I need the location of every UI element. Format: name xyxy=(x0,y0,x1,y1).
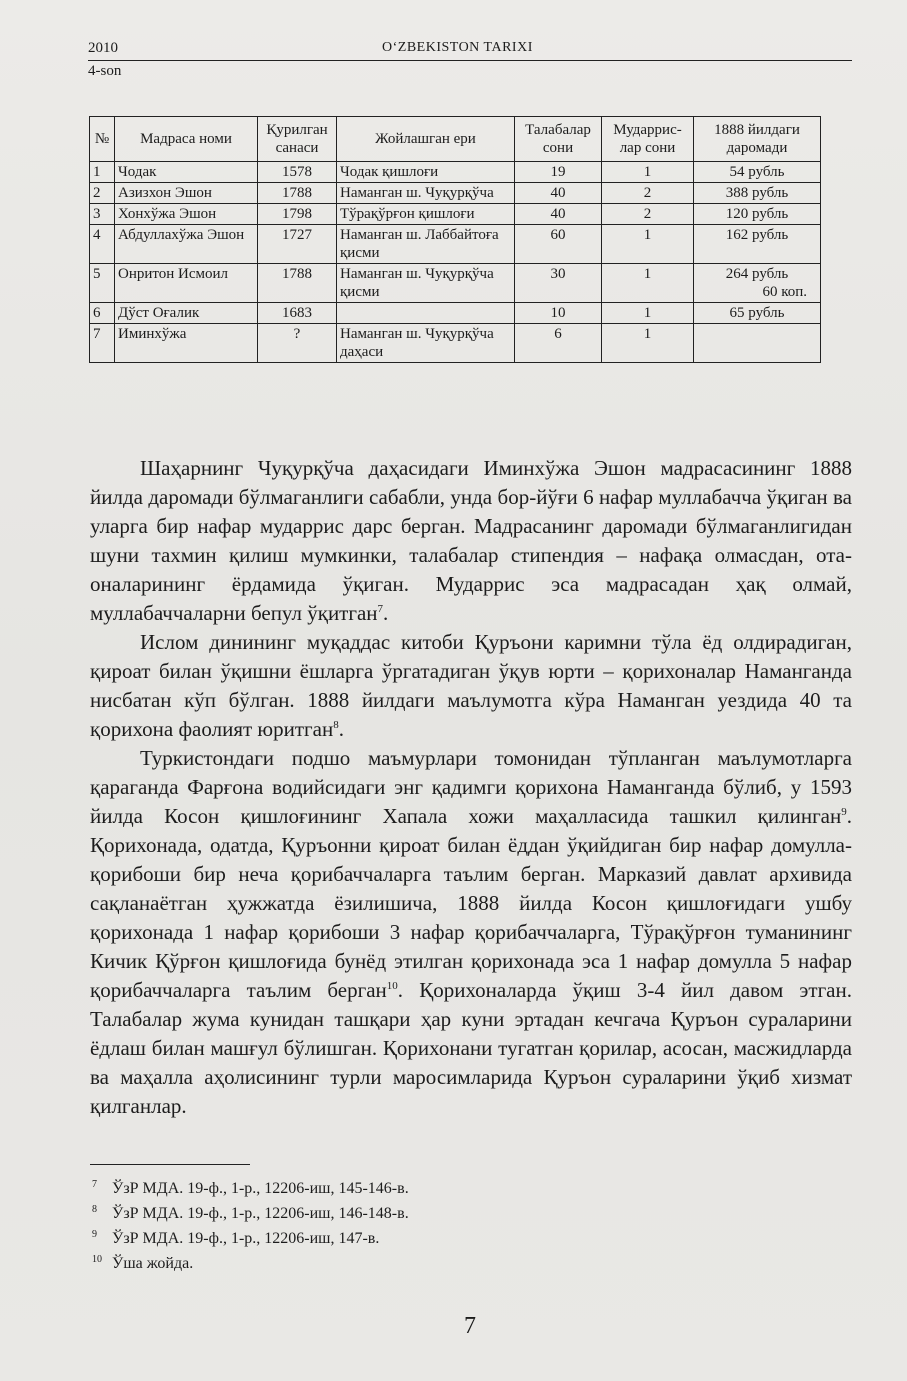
founding-year: ? xyxy=(258,324,337,363)
footnote: 7 ЎзР МДА. 19-ф., 1-р., 12206-иш, 145-146-в. xyxy=(92,1179,409,1197)
paragraph-text-end: . xyxy=(383,601,389,625)
journal-title: O‘ZBEKISTON TARIXI xyxy=(382,40,533,55)
paragraph xyxy=(90,454,852,628)
madrasa-name: Азизхон Эшон xyxy=(115,183,258,204)
income-rubles: 65 рубль xyxy=(729,305,785,321)
founding-year: 1788 xyxy=(258,264,337,303)
footnote: 8 ЎзР МДА. 19-ф., 1-р., 12206-иш, 146-148-в. xyxy=(92,1204,409,1222)
student-count: 40 xyxy=(515,204,602,225)
footnote-text: Ўша жойда. xyxy=(112,1255,194,1272)
footnote: 9 ЎзР МДА. 19-ф., 1-р., 12206-иш, 147-в. xyxy=(92,1229,380,1247)
income xyxy=(694,264,821,303)
founding-year: 1788 xyxy=(258,183,337,204)
column-header: Жойлашган ери xyxy=(337,117,515,162)
madrasa-name: Абдуллахўжа Эшон xyxy=(115,225,258,264)
income xyxy=(694,183,821,204)
paragraph-text-end: . Қорихоналарда ўқиш 3-4 йил давом этган. Талабалар жума кунидан ташқари ҳар куни эртадан кечгача Қуръон сураларини ёдлаш билан машғул бўлишган. Қорихонани тугатган қорилар, асосан, масжидларда ва маҳалла аҳолисининг турли маросимларида Қуръон сураларини ўқиб хизмат қилганлар. xyxy=(90,978,852,1118)
page-number: 7 xyxy=(464,1313,476,1339)
paragraph-text: Ислом динининг муқаддас китоби Қуръони каримни тўла ёд олдирадиган, қироат билан ўқишни ёшларга ўргатадиган ўқув юрти – қорихоналар Наманганда нисбатан кўп бўлган. 1888 йилдаги маълумотга кўра Наманган уездида 40 та қорихона фаолият юритган xyxy=(90,630,852,741)
founding-year: 1683 xyxy=(258,303,337,324)
madrasa-name: Иминхўжа xyxy=(115,324,258,363)
column-header: Мадраса номи xyxy=(115,117,258,162)
location: Наманган ш. Чуқурқўча xyxy=(337,183,515,204)
income xyxy=(694,324,821,363)
issue-number: 4-son xyxy=(88,63,122,79)
header-year: 2010 xyxy=(88,40,118,56)
income-rubles: 120 рубль xyxy=(725,206,789,222)
row-number: 5 xyxy=(90,264,115,303)
row-number: 7 xyxy=(90,324,115,363)
student-count: 30 xyxy=(515,264,602,303)
table-row xyxy=(90,162,821,183)
footnote-ref: 10 xyxy=(386,980,398,992)
teacher-count: 1 xyxy=(602,303,694,324)
row-number: 2 xyxy=(90,183,115,204)
article-body xyxy=(90,454,852,1121)
location: Наманган ш. Чуқурқўча қисми xyxy=(337,264,515,303)
teacher-count: 2 xyxy=(602,183,694,204)
location: Чодак қишлоғи xyxy=(337,162,515,183)
income xyxy=(694,162,821,183)
student-count: 10 xyxy=(515,303,602,324)
income xyxy=(694,303,821,324)
founding-year: 1798 xyxy=(258,204,337,225)
paragraph-text: Туркистондаги подшо маъмурлари томонидан тўпланган маълумотларга қараганда Фарғона водийсидаги энг қадимги қорихона Наманганда бўлиб, у 1593 йилда Косон қишлоғининг Хапала хожи маҳалласида ташкил қилинган xyxy=(90,746,852,828)
footnote-text: ЎзР МДА. 19-ф., 1-р., 12206-иш, 145-146-в. xyxy=(112,1180,409,1197)
column-header: № xyxy=(90,117,115,162)
founding-year: 1578 xyxy=(258,162,337,183)
madrasa-name: Дўст Оғалик xyxy=(115,303,258,324)
table-row xyxy=(90,225,821,264)
row-number: 4 xyxy=(90,225,115,264)
teacher-count: 1 xyxy=(602,162,694,183)
student-count: 6 xyxy=(515,324,602,363)
income-rubles: 162 рубль xyxy=(725,227,789,243)
footnotes xyxy=(90,1176,690,1276)
income xyxy=(694,204,821,225)
location: Наманган ш. Чуқурқўча даҳаси xyxy=(337,324,515,363)
table-row xyxy=(90,183,821,204)
madrasa-name: Онритон Исмоил xyxy=(115,264,258,303)
income-rubles: 388 рубль xyxy=(725,185,789,201)
table-row xyxy=(90,303,821,324)
paragraph-text-end: . xyxy=(338,717,344,741)
location: Тўрақўрғон қишлоғи xyxy=(337,204,515,225)
location: Наманган ш. Лаббайтоға қисми xyxy=(337,225,515,264)
teacher-count: 2 xyxy=(602,204,694,225)
column-header: Қурилган санаси xyxy=(258,117,337,162)
paragraph xyxy=(90,628,852,744)
income-rubles: 54 рубль xyxy=(729,164,785,180)
paragraph xyxy=(90,744,852,1121)
column-header: 1888 йилдаги даромади xyxy=(694,117,821,162)
row-number: 3 xyxy=(90,204,115,225)
student-count: 19 xyxy=(515,162,602,183)
footnote-ref: 7 xyxy=(377,603,384,615)
madrasa-table xyxy=(89,116,821,363)
paragraph-text-middle: . Қорихонада, одатда, Қуръонни қироат билан ёддан ўқийдиган бир нафар домулла-қорибоши бир неча қорибаччаларга таълим берган. Марказий давлат архивида сақланаётган ҳужжатда ёзилишича, 1888 йилда Косон қишлоғидаги ушбу қорихонада 1 нафар қорибоши 3 нафар қорибаччаларга, Тўрақўрғон туманининг Кичик Қўрғон қишлоғида бунёд этилган қорихонада эса 1 нафар домулла 5 нафар қорибаччаларга таълим берган xyxy=(90,804,852,1002)
teacher-count: 1 xyxy=(602,225,694,264)
teacher-count: 1 xyxy=(602,264,694,303)
location xyxy=(337,303,515,324)
student-count: 60 xyxy=(515,225,602,264)
footnote: 10 Ўша жойда. xyxy=(92,1254,194,1272)
footnote-ref: 8 xyxy=(333,719,339,731)
footnote-text: ЎзР МДА. 19-ф., 1-р., 12206-иш, 147-в. xyxy=(112,1230,380,1247)
footnote-text: ЎзР МДА. 19-ф., 1-р., 12206-иш, 146-148-в. xyxy=(112,1205,409,1222)
founding-year: 1727 xyxy=(258,225,337,264)
header-rule xyxy=(88,60,852,61)
row-number: 6 xyxy=(90,303,115,324)
table-row xyxy=(90,264,821,303)
income-rubles: 264 рубль xyxy=(725,266,789,282)
table-header-row xyxy=(90,117,821,162)
paragraph-text: Шаҳарнинг Чуқурқўча даҳасидаги Иминхўжа Эшон мадрасасининг 1888 йилда даромади бўлмаганлиги сабабли, унда бор-йўғи 6 нафар муллабачча ўқиган ва уларга бир нафар мударрис дарс берган. Мадрасанинг даромади бўлмаганлигидан шуни тахмин қилиш мумкинки, талабалар стипендия – нафақа олмасдан, ота-оналарининг ёрдамида ўқиган. Мударрис эса мадрасадан ҳақ олмай, муллабаччаларни бепул ўқитган xyxy=(90,456,852,625)
madrasa-name: Чодак xyxy=(115,162,258,183)
table-row xyxy=(90,324,821,363)
student-count: 40 xyxy=(515,183,602,204)
income-kopecks: 60 коп. xyxy=(762,284,807,300)
footnote-ref: 9 xyxy=(841,806,847,818)
column-header: Талабалар сони xyxy=(515,117,602,162)
row-number: 1 xyxy=(90,162,115,183)
table-row xyxy=(90,204,821,225)
income xyxy=(694,225,821,264)
teacher-count: 1 xyxy=(602,324,694,363)
madrasa-name: Хонхўжа Эшон xyxy=(115,204,258,225)
column-header: Мударрис-лар сони xyxy=(602,117,694,162)
footnote-divider xyxy=(90,1164,250,1165)
